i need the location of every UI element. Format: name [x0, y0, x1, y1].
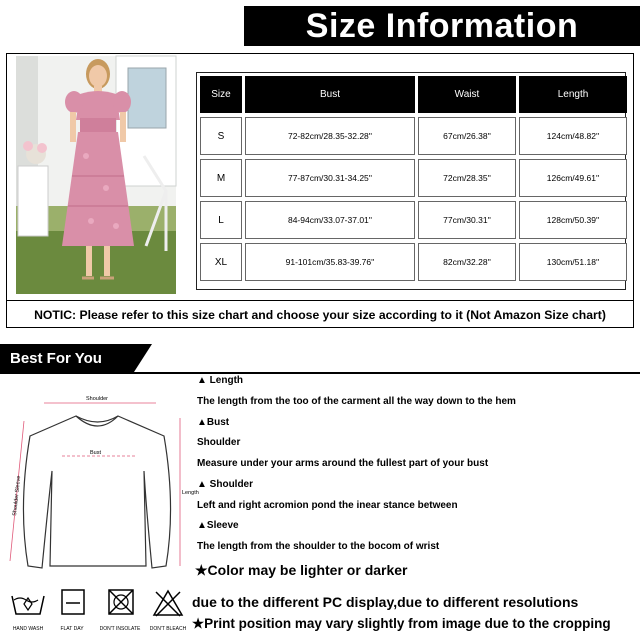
care-label: DON'T BLEACH — [149, 626, 187, 632]
guide-line: The length from the too of the carment all the way down to the hem — [197, 396, 516, 407]
bust-label: Bust — [90, 450, 102, 456]
measurement-diagram — [6, 376, 199, 576]
guide-line: ▲Bust — [197, 417, 230, 428]
guide-line: Left and right acromion pond the inear stance between — [197, 500, 458, 511]
guide-line: ▲ Shoulder — [197, 479, 254, 490]
best-for-you-heading: Best For You — [0, 344, 134, 372]
flat-dry-icon — [52, 588, 92, 618]
table-cell: M — [200, 159, 242, 197]
care-label: HAND WASH — [12, 626, 44, 632]
table-cell: 124cm/48.82'' — [519, 117, 627, 155]
table-cell: 77cm/30.31'' — [418, 201, 516, 239]
table-cell: 128cm/50.39'' — [519, 201, 627, 239]
header-bust: Bust — [245, 76, 415, 113]
guide-line: ▲Sleeve — [197, 520, 239, 531]
table-cell: 72cm/28.35'' — [418, 159, 516, 197]
table-cell: 82cm/32.28'' — [418, 243, 516, 281]
shoulder-label: Shoulder — [86, 396, 109, 402]
length-label: Length — [182, 490, 199, 496]
care-label: DON'T INSOLATE — [99, 626, 141, 632]
care-label: FLAT DAY — [60, 626, 84, 632]
guide-line: Shoulder — [197, 437, 241, 448]
table-cell: 67cm/26.38'' — [418, 117, 516, 155]
table-cell: 84-94cm/33.07-37.01'' — [245, 201, 415, 239]
sleeve-label: Shoulder Sleeve — [12, 475, 23, 517]
guide-line: ▲ Length — [197, 375, 244, 386]
table-cell: L — [200, 201, 242, 239]
table-cell: 91-101cm/35.83-39.76'' — [245, 243, 415, 281]
hand-wash-icon — [8, 588, 48, 618]
do-not-insolate-icon — [100, 588, 140, 618]
color-note: ★Color may be lighter or darker — [195, 562, 408, 578]
product-photo — [16, 56, 176, 294]
do-not-bleach-icon — [148, 588, 188, 618]
print-position-note: ★Print position may vary slightly from image due to the cropping — [192, 616, 611, 631]
header-waist: Waist — [418, 76, 516, 113]
table-cell: 130cm/51.18'' — [519, 243, 627, 281]
guide-line: The length from the shoulder to the bocom of wrist — [197, 541, 440, 552]
table-cell: 126cm/49.61'' — [519, 159, 627, 197]
table-cell: 77-87cm/30.31-34.25'' — [245, 159, 415, 197]
header-size: Size — [200, 76, 242, 113]
header-length: Length — [519, 76, 627, 113]
size-chart-notice: NOTIC: Please refer to this size chart and choose your size according to it (Not Amazon Size chart) — [6, 300, 634, 328]
table-cell: 72-82cm/28.35-32.28'' — [245, 117, 415, 155]
table-cell: XL — [200, 243, 242, 281]
display-note: due to the different PC display,due to different resolutions — [192, 594, 579, 610]
table-cell: S — [200, 117, 242, 155]
page-title: Size Information — [244, 6, 640, 46]
heading-tab-tail — [134, 344, 152, 372]
guide-line: Measure under your arms around the fullest part of your bust — [197, 458, 489, 469]
size-table — [196, 72, 626, 290]
